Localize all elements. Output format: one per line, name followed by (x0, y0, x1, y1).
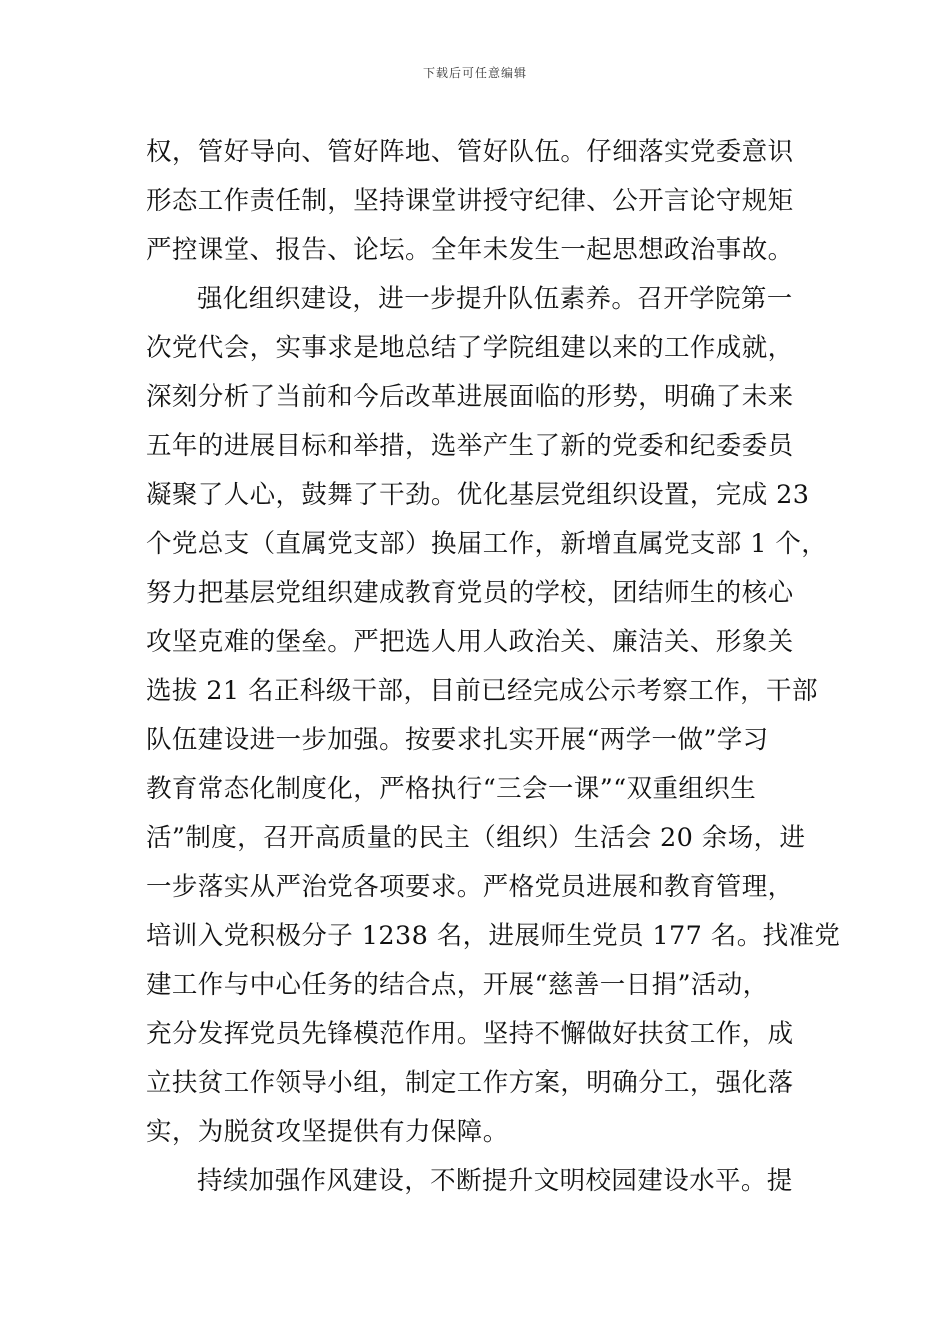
text-line: 实，为脱贫攻坚提供有力保障。 (146, 1117, 509, 1147)
text-line: 选拔 21 名正科级干部，目前已经完成公示考察工作，干部 (146, 676, 818, 706)
header-note: 下载后可任意编辑 (422, 66, 527, 80)
text-line: 深刻分析了当前和今后改革进展面临的形势，明确了未来 (146, 382, 794, 412)
text-line: 形态工作责任制，坚持课堂讲授守纪律、公开言论守规矩 (146, 186, 794, 216)
text-line: 活”制度，召开高质量的民主（组织）生活会 20 余场，进 (146, 823, 806, 853)
text-line: 充分发挥党员先锋模范作用。坚持不懈做好扶贫工作，成 (146, 1019, 794, 1049)
paragraph-start-line: 持续加强作风建设，不断提升文明校园建设水平。提 (197, 1166, 793, 1196)
text-line: 队伍建设进一步加强。按要求扎实开展“两学一做”学习 (146, 725, 769, 755)
text-line: 凝聚了人心，鼓舞了干劲。优化基层党组织设置，完成 23 (146, 480, 810, 510)
text-line: 培训入党积极分子 1238 名，进展师生党员 177 名。找准党 (146, 921, 841, 951)
text-line: 努力把基层党组织建成教育党员的学校，团结师生的核心 (146, 578, 794, 608)
text-line: 严控课堂、报告、论坛。全年未发生一起思想政治事故。 (146, 235, 794, 265)
text-line: 一步落实从严治党各项要求。严格党员进展和教育管理， (146, 872, 794, 902)
text-line: 立扶贫工作领导小组，制定工作方案，明确分工，强化落 (146, 1068, 794, 1098)
text-line: 攻坚克难的堡垒。严把选人用人政治关、廉洁关、形象关 (146, 627, 794, 657)
text-line: 个党总支（直属党支部）换届工作，新增直属党支部 1 个， (146, 529, 828, 559)
text-line: 五年的进展目标和举措，选举产生了新的党委和纪委委员 (146, 431, 794, 461)
text-line: 权，管好导向、管好阵地、管好队伍。仔细落实党委意识 (146, 137, 794, 167)
text-line: 次党代会，实事求是地总结了学院组建以来的工作成就， (146, 333, 794, 363)
paragraph-start-line: 强化组织建设，进一步提升队伍素养。召开学院第一 (197, 284, 793, 314)
text-line: 教育常态化制度化，严格执行“三会一课”“双重组织生 (146, 774, 757, 804)
text-line: 建工作与中心任务的结合点，开展“慈善一日捐”活动， (146, 970, 769, 1000)
body-text (146, 128, 841, 1206)
